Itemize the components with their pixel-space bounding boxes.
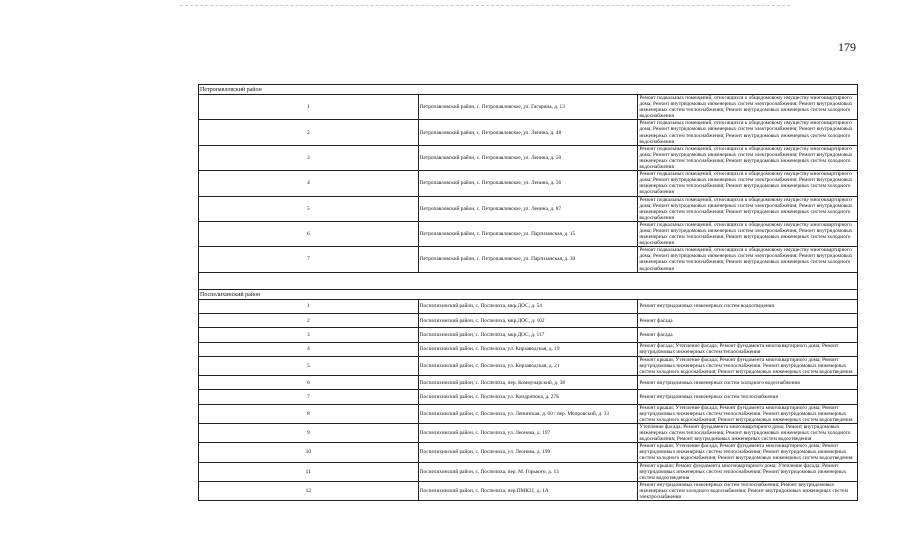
row-number: 2 [199, 120, 419, 145]
address-cell: Поспелихинский район, с. Поспелиха, ул. Леонова, д. 199 [418, 443, 638, 462]
table-row [199, 145, 858, 170]
table-row [199, 404, 858, 423]
scan-artifact-line [180, 5, 790, 6]
district-name: Петропавловский район [199, 85, 858, 95]
table-row [199, 120, 858, 145]
works-cell: Ремонт фасада [638, 313, 858, 327]
address-cell: Поспелихинский район, с. Поспелиха, ул. Ленинская, д. 60 / пер. Мопровский, д. 33 [418, 404, 638, 423]
row-number: 10 [199, 443, 419, 462]
works-cell: Ремонт подвальных помещений, относящихся к общедомовому имуществу многоквартирного дома; Ремонт внутридомовых инженерных систем электроснабжения; Ремонт внутридомовых инженерных систем теплоснабжения; Ремонт внутридомовых инженерных систем холодного водоснабжения [638, 145, 858, 170]
address-cell: Поспелихинский район, с. Поспелиха, пер. М. Горького, д. 13 [418, 462, 638, 481]
address-cell: Петропавловский район, с. Петропавловское, ул. Партизанская, д. 30 [418, 247, 638, 272]
table-row [199, 221, 858, 246]
address-cell: Поспелихинский район, с. Поспелиха, мкр.ДОС, д. 117 [418, 328, 638, 342]
row-number: 9 [199, 423, 419, 442]
row-number: 7 [199, 247, 419, 272]
works-cell: Ремонт фасада [638, 328, 858, 342]
spacer-cell [199, 272, 858, 289]
table-row [199, 462, 858, 481]
table-row [199, 171, 858, 196]
row-number: 3 [199, 145, 419, 170]
section-spacer [199, 272, 858, 289]
table-row [199, 423, 858, 442]
row-number: 2 [199, 313, 419, 327]
row-number: 3 [199, 328, 419, 342]
works-cell: Ремонт фасада; Утепление фасада; Ремонт фундамента многоквартирного дома; Ремонт внутридомовых инженерных систем теплоснабжения [638, 342, 858, 356]
table-row [199, 342, 858, 356]
works-cell: Ремонт подвальных помещений, относящихся к общедомовому имуществу многоквартирного дома; Ремонт внутридомовых инженерных систем электроснабжения; Ремонт внутридомовых инженерных систем теплоснабжения; Ремонт внутридомовых инженерных систем холодного водоснабжения [638, 221, 858, 246]
works-cell: Ремонт подвальных помещений, относящихся к общедомовому имуществу многоквартирного дома; Ремонт внутридомовых инженерных систем электроснабжения; Ремонт внутридомовых инженерных систем теплоснабжения; Ремонт внутридомовых инженерных систем холодного водоснабжения [638, 171, 858, 196]
row-number: 8 [199, 404, 419, 423]
works-cell: Ремонт внутридомовых инженерных систем холодного водоснабжения [638, 376, 858, 390]
district-header-row [199, 85, 858, 95]
address-cell: Петропавловский район, с. Петропавловское, ул. Гагарина, д. 13 [418, 95, 638, 120]
address-cell: Петропавловский район, с. Петропавловское, ул. Ленина, д. 56 [418, 171, 638, 196]
address-cell: Поспелихинский район, с. Поспелиха, ул. Кондратюка, д. 27Б [418, 390, 638, 404]
table-row [199, 376, 858, 390]
works-cell: Ремонт подвальных помещений, относящихся к общедомовому имуществу многоквартирного дома; Ремонт внутридомовых инженерных систем электроснабжения; Ремонт внутридомовых инженерных систем теплоснабжения; Ремонт внутридомовых инженерных систем холодного водоснабжения [638, 95, 858, 120]
table-row [199, 299, 858, 313]
address-cell: Петропавловский район, с. Петропавловское, ул. Ленина, д. 50 [418, 145, 638, 170]
address-cell: Поспелихинский район, с. Поспелиха, мкр.ДОС, д. 54 [418, 299, 638, 313]
row-number: 6 [199, 376, 419, 390]
row-number: 1 [199, 299, 419, 313]
works-cell: Ремонт крыши; Утепление фасада; Ремонт фундамента многоквартирного дома; Ремонт внутридомовых инженерных систем теплоснабжения; Ремонт внутридомовых инженерных систем холодного водоснабжения; Ремонт внутридомовых инженерных систем водоотведения [638, 443, 858, 462]
row-number: 7 [199, 390, 419, 404]
table-row [199, 313, 858, 327]
table-row [199, 95, 858, 120]
address-cell: Петропавловский район, с. Петропавловское, ул. Ленина, д. 87 [418, 196, 638, 221]
table-row [199, 196, 858, 221]
works-cell: Ремонт подвальных помещений, относящихся к общедомовому имуществу многоквартирного дома; Ремонт внутридомовых инженерных систем электроснабжения; Ремонт внутридомовых инженерных систем теплоснабжения; Ремонт внутридомовых инженерных систем холодного водоснабжения [638, 247, 858, 272]
address-cell: Поспелихинский район, с. Поспелиха, пер.ПМК31, д. 1А [418, 481, 638, 500]
page-number: 179 [838, 40, 856, 54]
works-cell: Ремонт подвальных помещений, относящихся к общедомовому имуществу многоквартирного дома; Ремонт внутридомовых инженерных систем электроснабжения; Ремонт внутридомовых инженерных систем теплоснабжения; Ремонт внутридомовых инженерных систем холодного водоснабжения [638, 196, 858, 221]
works-cell: Ремонт подвальных помещений, относящихся к общедомовому имуществу многоквартирного дома; Ремонт внутридомовых инженерных систем электроснабжения; Ремонт внутридомовых инженерных систем теплоснабжения; Ремонт внутридомовых инженерных систем холодного водоснабжения [638, 120, 858, 145]
address-cell: Петропавловский район, с. Петропавловское, ул. Ленина, д. 48 [418, 120, 638, 145]
row-number: 5 [199, 196, 419, 221]
row-number: 12 [199, 481, 419, 500]
table-row [199, 328, 858, 342]
row-number: 6 [199, 221, 419, 246]
address-cell: Поспелихинский район, с. Поспелиха, ул. Кирзаводская, д. 19 [418, 342, 638, 356]
works-cell: Ремонт крыши; Ремонт фундамента многоквартирного дома; Утепление фасада; Ремонт внутридомовых инженерных систем теплоснабжения; Ремонт внутридомовых инженерных систем водоотведения [638, 462, 858, 481]
works-cell: Ремонт крыши; Утепление фасада; Ремонт фундамента многоквартирного дома; Ремонт внутридомовых инженерных систем теплоснабжения; Ремонт внутридомовых инженерных систем холодного водоснабжения; Ремонт внутридомовых инженерных систем водоотведения [638, 404, 858, 423]
address-cell: Поспелихинский район, с. Поспелиха, пер. Коммунарский, д. 38 [418, 376, 638, 390]
address-cell: Поспелихинский район, с. Поспелиха, ул. Леонова, д. 197 [418, 423, 638, 442]
row-number: 1 [199, 95, 419, 120]
address-cell: Петропавловский район, с. Петропавловское, ул. Партизанская, д. 15 [418, 221, 638, 246]
works-cell: Ремонт внутридомовых инженерных систем водоотведения [638, 299, 858, 313]
table-row [199, 390, 858, 404]
repair-register-body [199, 85, 858, 501]
table-row [199, 356, 858, 375]
works-cell: Ремонт внутридомовых инженерных систем теплоснабжения [638, 390, 858, 404]
table-row [199, 443, 858, 462]
table-row [199, 247, 858, 272]
repair-register-table [198, 84, 858, 501]
district-header-row [199, 289, 858, 299]
row-number: 4 [199, 342, 419, 356]
row-number: 4 [199, 171, 419, 196]
row-number: 11 [199, 462, 419, 481]
address-cell: Поспелихинский район, с. Поспелиха, ул. Кирзаводская, д. 21 [418, 356, 638, 375]
works-cell: Ремонт крыши; Утепление фасада; Ремонт фундамента многоквартирного дома; Ремонт внутридомовых инженерных систем теплоснабжения; Ремонт внутридомовых инженерных систем холодного водоснабжения; Ремонт внутридомовых инженерных систем водоотведения [638, 356, 858, 375]
table-row [199, 481, 858, 500]
address-cell: Поспелихинский район, с. Поспелиха, мкр.ДОС, д. 102 [418, 313, 638, 327]
works-cell: Утепление фасада; Ремонт фундамента многоквартирного дома; Ремонт внутридомовых инженерных систем теплоснабжения; Ремонт внутридомовых инженерных систем холодного водоснабжения; Ремонт внутридомовых инженерных систем водоотведения [638, 423, 858, 442]
district-name: Поспелихинский район [199, 289, 858, 299]
row-number: 5 [199, 356, 419, 375]
works-cell: Ремонт внутридомовых инженерных систем теплоснабжения; Ремонт внутридомовых инженерных систем холодного водоснабжения; Ремонт внутридомовых инженерных систем электроснабжения [638, 481, 858, 500]
